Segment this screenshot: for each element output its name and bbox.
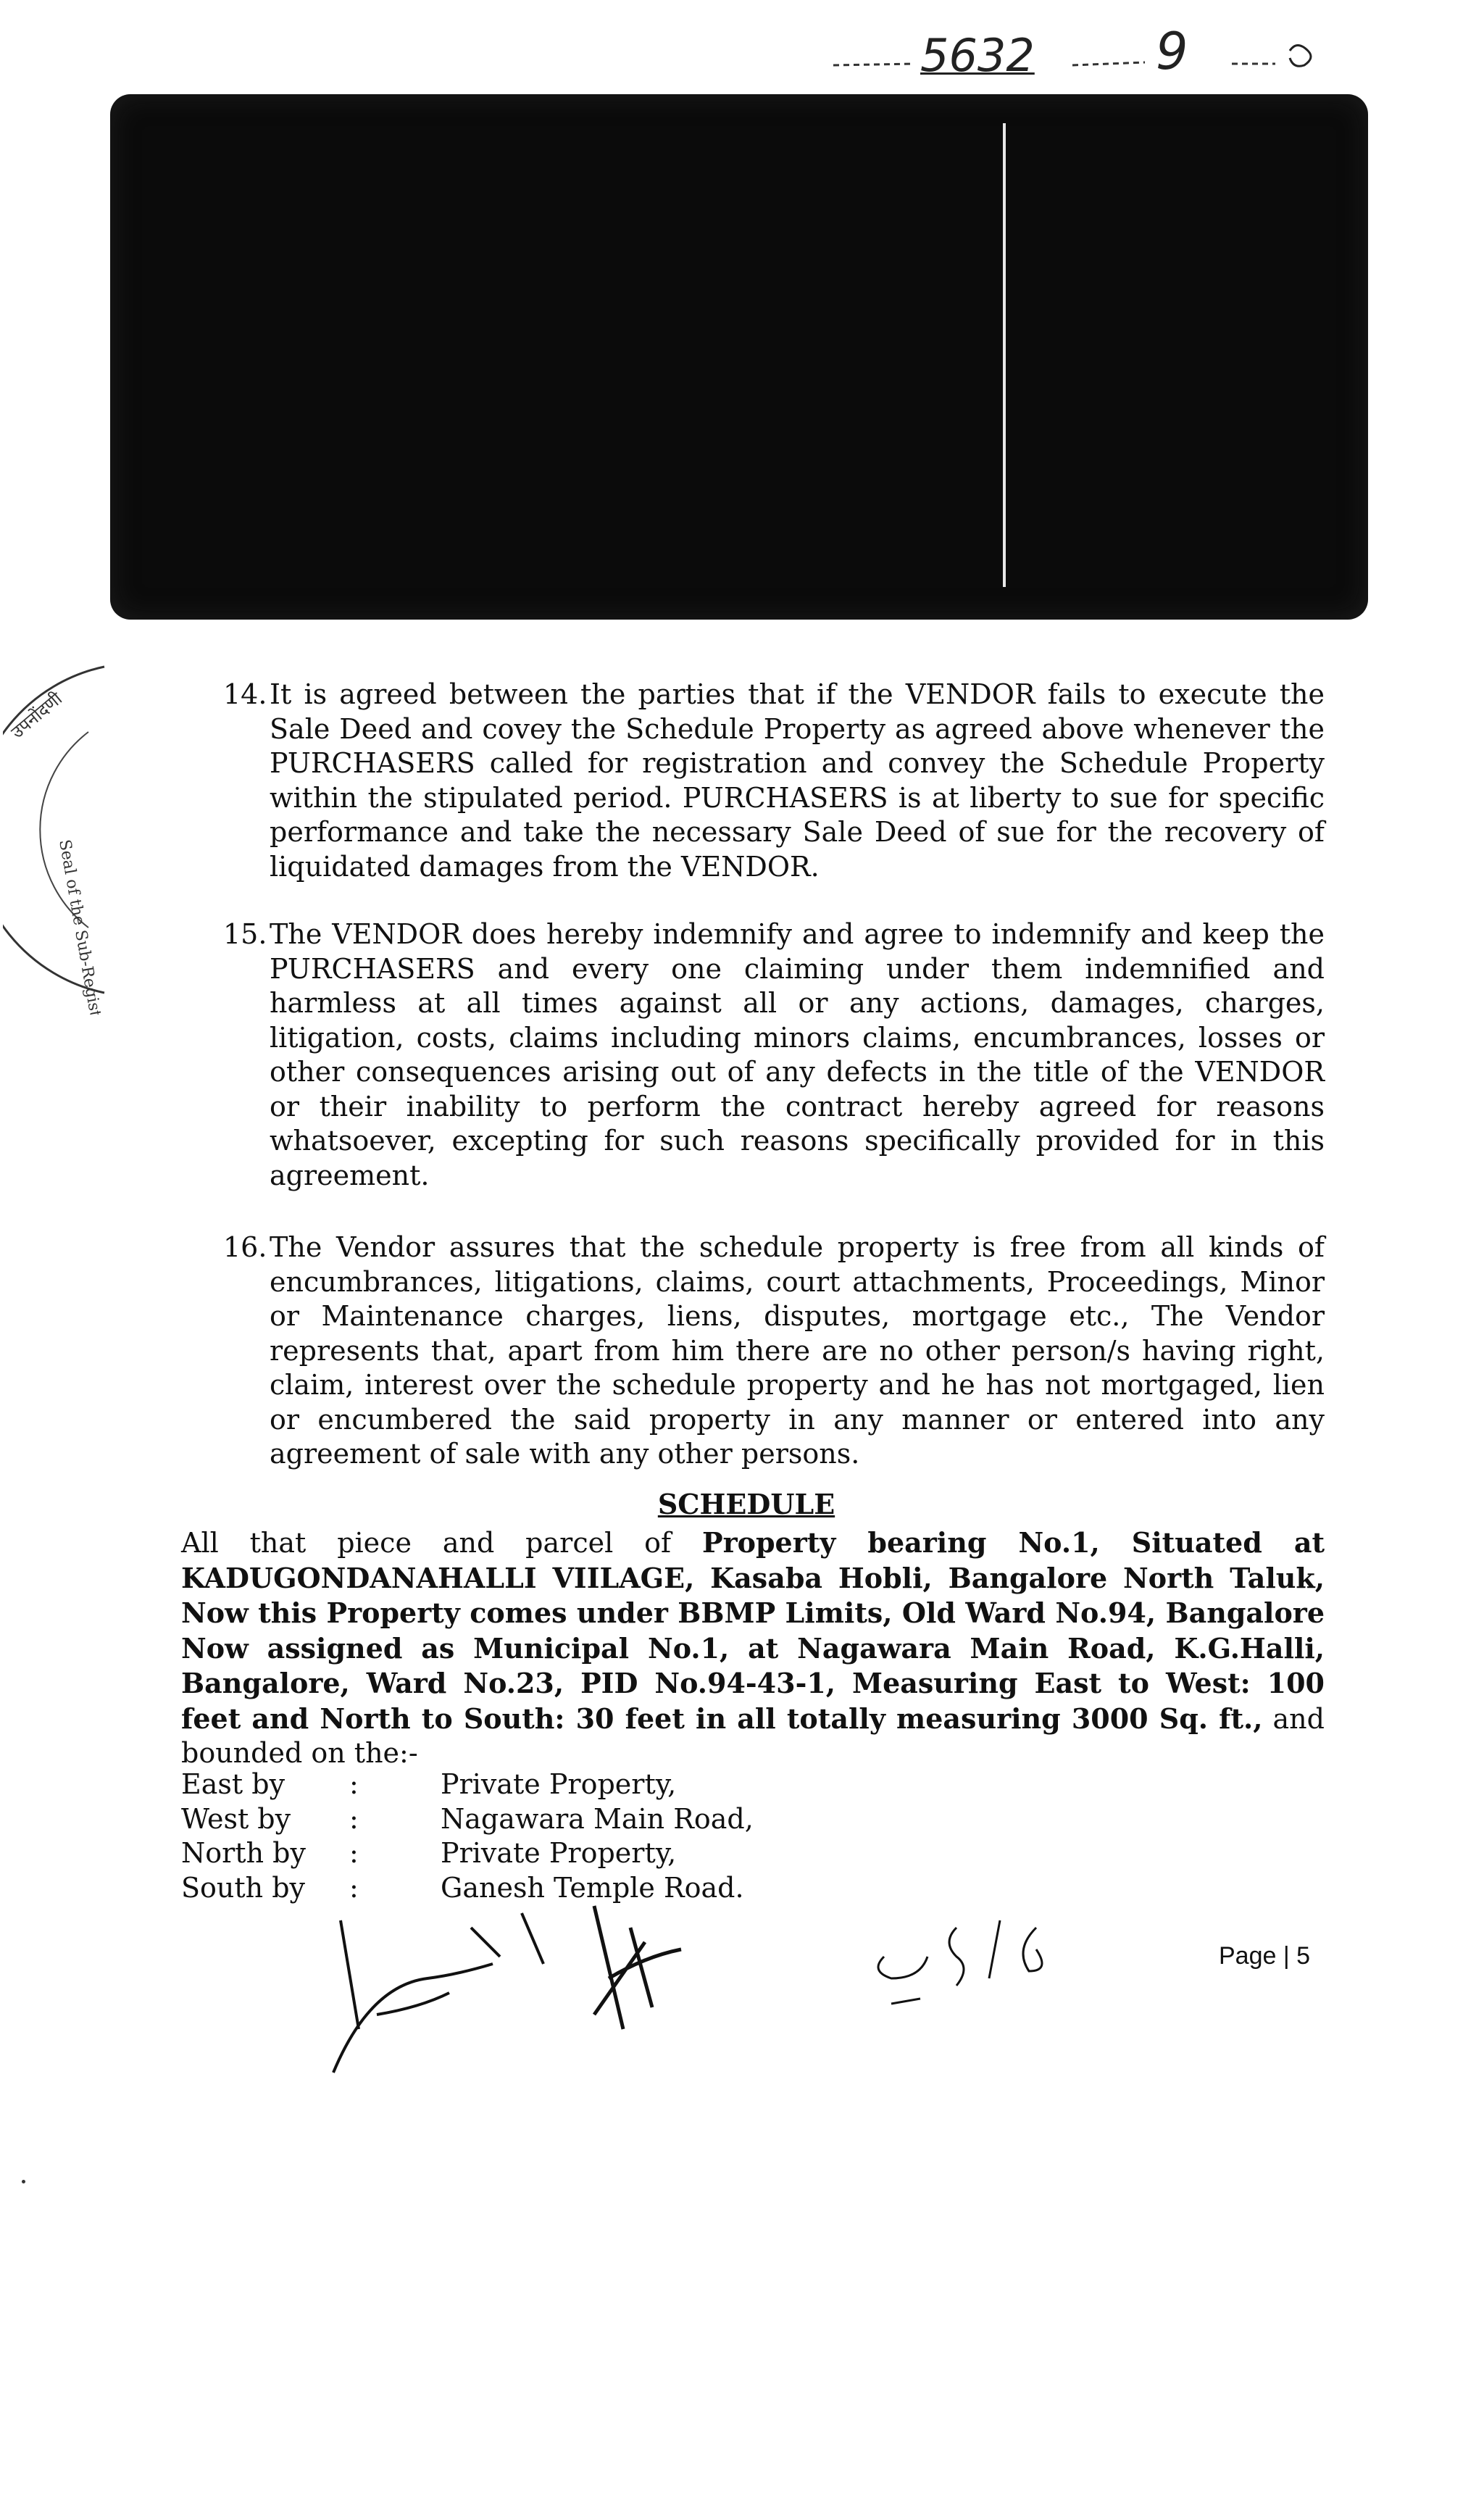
boundary-direction: West by xyxy=(181,1803,291,1835)
schedule-intro: All that piece and parcel of xyxy=(181,1527,672,1559)
signatures-area xyxy=(304,1899,1174,2087)
svg-text:Seal of the Sub-Registrar of: Seal of the Sub-Registrar of xyxy=(55,838,112,1015)
schedule-property-details: Property bearing No.1, Situated at KADUGONDANAHALLI VIILAGE, Kasaba Hobli, Bangalore North Taluk, Now this Property comes under BBMP Limits, Old Ward No.94, Bangalore Now assigned as Municipal No.1, at Nagawara Main Road, K.G.Halli, Bangalore, Ward No.23, PID No.94-43-1, Measuring East to West: 100 feet and North to South: 30 feet in all totally measuring 3000 Sq. ft., xyxy=(181,1526,1325,1735)
sheet-number: 9 xyxy=(1156,22,1188,81)
page-number: Page | 5 xyxy=(1219,1942,1311,1970)
seal-text: उपनोंदणी xyxy=(7,688,67,743)
boundary-value: Nagawara Main Road, xyxy=(441,1803,754,1835)
boundary-separator: : xyxy=(349,1837,359,1869)
boundary-separator: : xyxy=(349,1768,359,1800)
handwritten-number: 9916 xyxy=(928,1917,1057,1976)
redacted-block xyxy=(110,94,1368,620)
clause-text: It is agreed between the parties that if the VENDOR fails to execute the Sale Deed and covey the Schedule Property as agreed above whenever the PURCHASERS called for registration and convey the Schedule Property within the stipulated period. PURCHASERS is at liberty to sue for specific performance and take the necessary Sale Deed of sue for the recovery of liquidated damages from the VENDOR. xyxy=(270,678,1325,883)
boundary-value: Ganesh Temple Road. xyxy=(441,1872,744,1904)
boundary-direction: South by xyxy=(181,1872,305,1904)
boundary-row-east xyxy=(181,1767,978,1802)
boundary-direction: East by xyxy=(181,1768,285,1800)
signature-scribbles xyxy=(304,1899,1174,2087)
schedule-description xyxy=(181,1525,1325,1771)
boundary-row-north xyxy=(181,1836,978,1871)
boundary-row-west xyxy=(181,1802,978,1837)
boundary-separator: : xyxy=(349,1803,359,1835)
schedule-closing: and bounded on the:- xyxy=(181,1702,1325,1769)
doc-number-scribble xyxy=(826,22,1377,87)
document-number-annotation xyxy=(826,22,1377,87)
boundary-direction: North by xyxy=(181,1837,306,1869)
schedule-heading: SCHEDULE xyxy=(657,1488,835,1520)
clause-number: 14. xyxy=(223,678,267,710)
clause-text: The Vendor assures that the schedule property is free from all kinds of encumbrances, litigations, claims, court attachments, Proceedings, Minor or Maintenance charges, liens, disputes, mortgage etc., The Vendor represents that, apart from him there are no other person/s having right, claim, interest over the schedule property and he has not mortgaged, lien or encumbered the said property in any manner or entered into any agreement of sale with any other persons. xyxy=(270,1231,1325,1470)
boundary-separator: : xyxy=(349,1872,359,1904)
doc-number: 5632 xyxy=(920,29,1035,82)
registrar-seal-stamp xyxy=(3,652,112,1015)
clause-number: 15. xyxy=(223,918,267,950)
clause-number: 16. xyxy=(223,1231,267,1263)
boundary-value: Private Property, xyxy=(441,1837,677,1869)
clause-15 xyxy=(223,917,1325,1193)
seal-arc xyxy=(3,652,112,1015)
clause-16 xyxy=(223,1230,1325,1472)
scan-mark xyxy=(22,2180,25,2183)
clause-text: The VENDOR does hereby indemnify and agree to indemnify and keep the PURCHASERS and every one claiming under them indemnified and harmless at all times against all or any actions, damages, charges, litigation, costs, claims including minors claims, encumbrances, losses or other consequences arising out of any defects in the title of the VENDOR or their inability to perform the contract hereby agreed for reasons whatsoever, excepting for such reasons specifically provided for in this agreement. xyxy=(270,918,1325,1191)
clause-14 xyxy=(223,678,1325,884)
boundary-value: Private Property, xyxy=(441,1768,677,1800)
